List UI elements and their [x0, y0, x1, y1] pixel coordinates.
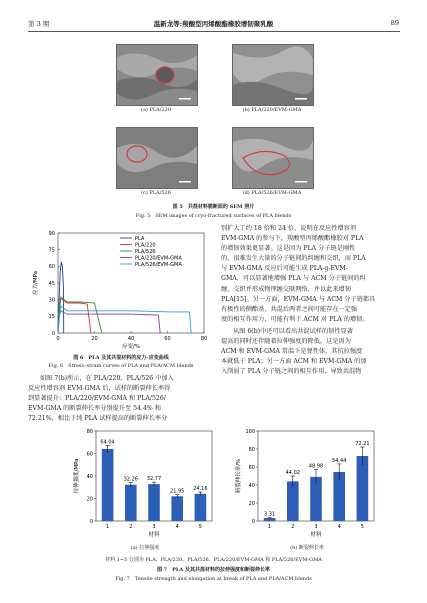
data-label: 32.26 [123, 476, 138, 483]
fig7-note: 材料 1~5 分别为 PLA、PLA/220、PLA/526、PLA/220/EVM-GMA 和 PLA/526/EVM-GMA [105, 557, 322, 563]
x-tick-label: 1 [268, 524, 272, 530]
text-line: 别扩大了约 18 倍和 24 倍，说明在反应性增容剂 [221, 225, 356, 232]
series-line-5 [58, 306, 191, 333]
sem-image-c [116, 127, 198, 189]
legend-label: PLA/526/EVM-GMA [135, 261, 182, 268]
legend-label: PLA/220/EVM-GMA [135, 255, 182, 262]
bar-3 [148, 484, 160, 521]
text-line: 有极性的侧酯基，共混后两者之间可能存在一定强 [221, 305, 358, 313]
fig5-caption-cn: 图 5 共混材料脆断面的 SEM 照片 [172, 204, 255, 210]
text-line: 的增韧效果更显著。这是因为 PLA 分子链是刚性 [221, 245, 356, 253]
x-tick-label: 20 [91, 336, 98, 342]
y-tick-label: 80 [86, 428, 93, 435]
y-tick-label: 80 [248, 446, 255, 453]
fig7-panel-b-label: (b) 断裂伸长率 [290, 545, 324, 551]
text-line: 入削弱了 PLA 分子链之间的相互作用，导致共混物 [221, 368, 362, 376]
running-title: 温新龙等:羧酸型丙烯酸酯橡胶增韧聚乳酸 [153, 20, 274, 28]
text-line: EVM-GMA 的参与下，羧酸型丙烯酸酯橡胶对 PLA [221, 235, 364, 243]
x-axis-label: 应变/% [121, 344, 141, 350]
x-tick-label: 40 [127, 336, 135, 342]
y-tick-label: 0 [89, 518, 93, 525]
x-tick-label: 60 [164, 336, 171, 342]
x-axis-label: 材料 [310, 532, 322, 538]
fig7-panel-a-label: (a) 拉伸强度 [130, 545, 160, 551]
left-body-text [28, 374, 214, 424]
x-tick-label: 4 [175, 524, 179, 530]
bar-2 [125, 485, 137, 521]
legend-label: PLA/526 [135, 248, 156, 255]
bar-4 [171, 496, 183, 521]
tensile-strength-chart [70, 425, 220, 543]
panel-label-b: (b) PLA/220/EVM-GMA [242, 107, 302, 113]
sem-image-d [232, 127, 314, 189]
fig7-caption-en: Fig. 7 Tensile strength and elongation at break of PLA and PLA/ACM blends [115, 576, 312, 582]
text-line: ACM 和 EVM-GMA 常温下是弹性体，其抗拉强度 [221, 348, 363, 356]
y-tick-label: 15 [48, 314, 55, 321]
sem-image-a [116, 44, 198, 106]
x-tick-label: 3 [152, 524, 156, 530]
y-axis-label: 拉伸强度/MPa [74, 458, 80, 494]
header-rule [28, 31, 400, 32]
data-label: 44.02 [285, 469, 300, 476]
y-tick-label: 20 [248, 500, 255, 507]
bar-5 [195, 494, 207, 521]
text-line: 反应性增容剂 EVM-GMA 后，试样的断裂伸长率得 [28, 385, 171, 393]
plot-frame [58, 233, 204, 333]
stress-strain-chart [28, 225, 214, 353]
x-tick-label: 1 [106, 524, 110, 530]
issue-number: 第 3 期 [28, 20, 50, 28]
text-line: PLA[15]。另一方面，EVM-GMA 与 ACM 分子链都具 [221, 295, 376, 303]
data-label: 21.95 [170, 488, 185, 495]
legend-label: PLA [135, 235, 145, 242]
series-line-4 [58, 311, 160, 333]
legend-label: PLA/220 [135, 242, 156, 249]
data-label: 64.04 [100, 439, 115, 446]
x-axis-label: 材料 [148, 532, 160, 538]
x-tick-label: 0 [56, 336, 60, 342]
y-tick-label: 30 [48, 297, 55, 304]
text-line: 与 EVM-GMA 反应后可能生成 PLA-g-EVM- [221, 265, 348, 273]
text-line: 缠、交织并形成物理缠交联网络，并以此来增韧 [221, 285, 351, 293]
fig6-caption-cn: 图 6 PLA 及其共混材料的应力–应变曲线 [73, 355, 169, 361]
data-label: 48.98 [308, 463, 324, 470]
data-label: 32.77 [146, 476, 162, 483]
x-tick-label: 4 [337, 524, 341, 530]
y-tick-label: 75 [48, 247, 55, 254]
x-tick-label: 80 [200, 336, 208, 342]
right-body-text-2 [221, 327, 402, 377]
data-label: 3.31 [264, 511, 276, 518]
page-number: 89 [390, 19, 399, 27]
sem-image-b [232, 44, 314, 106]
y-axis-label: 应力/MPa [33, 270, 39, 296]
y-tick-label: 0 [251, 518, 255, 525]
fig7-caption-cn: 图 7 PLA 及其共混材料的拉伸强度和断裂伸长率 [156, 567, 271, 573]
text-line: 的，很难发生大量的分子链间的纠缠和交织，而 PLA [221, 255, 366, 263]
y-tick-label: 60 [48, 264, 55, 271]
data-label: 72.21 [355, 441, 370, 448]
panel-label-a: (a) PLA/220 [141, 107, 171, 113]
fig5-caption-en: Fig. 5 SEM images of cryo-fractured surfaces of PLA blends [135, 213, 292, 219]
x-tick-label: 2 [291, 524, 295, 530]
y-tick-label: 90 [48, 230, 55, 237]
text-line: 从图 6(b)中还可以看出共混试样的韧性显著 [233, 328, 353, 335]
y-tick-label: 20 [86, 496, 93, 503]
text-line: 到显著提升：PLA/220/EVM-GMA 和 PLA/526/ [28, 395, 166, 403]
bar-1 [102, 449, 114, 521]
data-label: 24.16 [193, 486, 208, 493]
y-axis-label: 断裂伸长率/% [236, 458, 242, 494]
bar-5 [357, 456, 369, 521]
elongation-chart [232, 425, 382, 543]
text-line: 本就低于 PLA；另一方面 ACM 和 EVM-GMA 的加 [221, 358, 367, 366]
text-line: 如图 7(b)所示，在 PLA/220、PLA/526 中加入 [40, 375, 174, 382]
text-line: EVM-GMA 的断裂伸长率分别提升至 54.4% 和 [28, 405, 161, 413]
x-tick-label: 5 [198, 524, 202, 530]
text-line: 提高的同时还伴随着拉伸强度的降低。这是因为 [221, 338, 351, 346]
text-line: 72.21%，相比于纯 PLA 试样提高的断裂伸长率分 [28, 415, 168, 423]
fig6-caption-en: Fig. 6 Stress–strain curves of PLA and PLA/ACM blends [48, 363, 194, 369]
text-line: 度的相互作用力，可能有利于 ACM 对 PLA 的增韧。 [221, 315, 369, 323]
y-tick-label: 40 [86, 473, 93, 480]
panel-label-c: (c) PLA/526 [141, 190, 171, 196]
right-body-text-1 [221, 224, 402, 325]
data-label: 54.44 [332, 457, 347, 464]
x-tick-label: 2 [129, 524, 133, 530]
y-tick-label: 0 [51, 330, 55, 337]
y-tick-label: 60 [248, 464, 255, 471]
y-tick-label: 60 [86, 451, 93, 458]
text-line: GMA，可以显著地增强 PLA 与 ACM 分子链间的纠 [221, 275, 366, 283]
x-tick-label: 3 [314, 524, 318, 530]
x-tick-label: 5 [360, 524, 364, 530]
panel-label-d: (d) PLA/526/EVM-GMA [242, 190, 302, 196]
y-tick-label: 100 [245, 428, 255, 435]
bar-2 [287, 481, 299, 521]
y-tick-label: 45 [48, 280, 55, 287]
y-tick-label: 40 [248, 482, 255, 489]
